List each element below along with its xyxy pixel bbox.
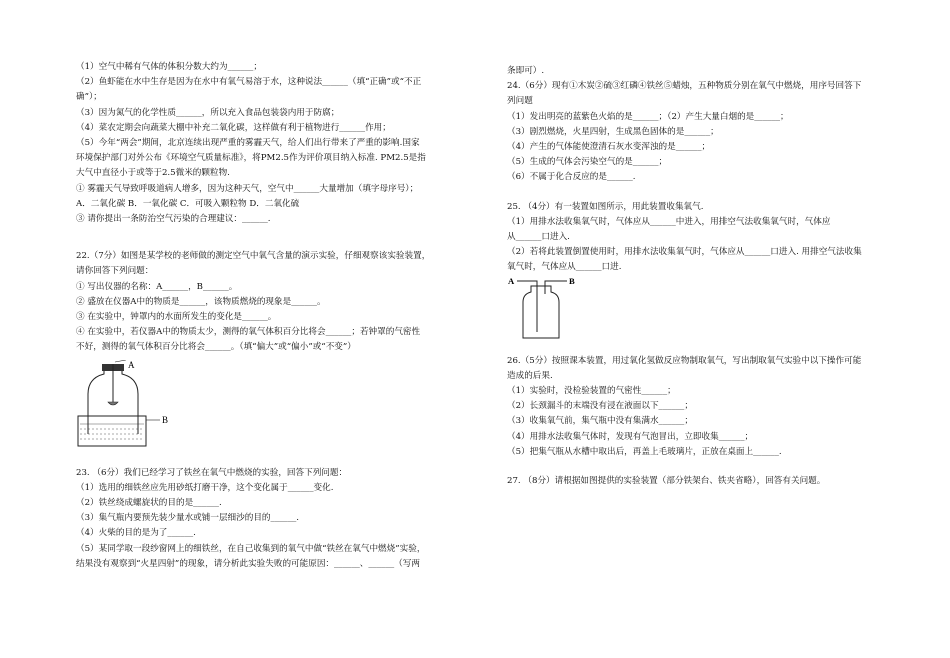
text-line: （1）用排水法收集氧气时，气体应从______中进入，用排空气法收集氧气时，气体应 [507, 216, 831, 227]
text-line: ① 写出仪器的名称：A______，B______。 [76, 281, 238, 292]
text-line: （3）集气瓶内要预先装少量水或铺一层细沙的目的______. [76, 513, 300, 524]
text-line: ③ 在实验中，钟罩内的水面所发生的变化是______。 [76, 312, 277, 323]
text-line: 23. （6分）我们已经学习了铁丝在氧气中燃烧的实验，回答下列问题： [76, 467, 348, 478]
text-line: （2）长颈漏斗的末端没有浸在液面以下______； [507, 401, 693, 412]
question-25-block [507, 200, 879, 276]
text-line: 列问题 [507, 96, 533, 107]
text-line: （2）铁丝绕成螺旋状的目的是______. [76, 498, 222, 509]
text-line: （3）剧烈燃烧，火星四射，生成黑色固体的是______； [507, 126, 719, 137]
text-line: （4）用排水法收集气体时，发现有气泡冒出，立即收集______； [507, 431, 754, 442]
bell-jar-apparatus-figure [76, 360, 464, 452]
text-line: （3）因为氮气的化学性质______，所以充入食品包装袋内用于防腐； [76, 107, 340, 118]
label-a: A [128, 359, 135, 370]
text-line: （5）把集气瓶从水槽中取出后，再盖上毛玻璃片，正放在桌面上______. [507, 446, 782, 457]
right-column [507, 64, 879, 489]
question-22-block [76, 249, 464, 355]
text-line: 造成的后果. [507, 370, 553, 381]
text-line: （4）产生的气体能使澄清石灰水变浑浊的是______； [507, 142, 711, 153]
text-line: ① 雾霾天气导致呼吸道病人增多，因为这种天气，空气中______大量增加（填字母序号）； [76, 183, 419, 194]
text-line: （4）火柴的目的是为了______. [76, 528, 196, 539]
text-line: （6）不属于化合反应的是______. [507, 172, 636, 183]
text-line: 结果没有观察到“火星四射”的现象，请分析此实验失败的可能原因：______、______（写两 [76, 558, 420, 569]
text-line: 24.（6分）现有①木炭②硫③红磷④铁丝⑤蜡烛，五种物质分别在氧气中燃烧，用序号回答下 [507, 81, 862, 92]
text-line: ④ 在实验中，若仪器A中的物质太少，测得的氧气体积百分比将会______；若钟罩的气密性 [76, 327, 421, 338]
text-line: （1）发出明亮的蓝紫色火焰的是______；（2）产生大量白烟的是______； [507, 111, 789, 122]
text-line: 大气中直径小于或等于2.5微米的颗粒物. [76, 168, 230, 179]
text-line: （2）若将此装置倒置使用时，用排水法收集氧气时，气体应从______口进入. 用排空气法收集 [507, 247, 862, 258]
text-line: 25. （4分）有一装置如图所示，用此装置收集氧气. [507, 201, 704, 212]
text-line: A．二氧化碳 B．一氧化碳 C．可吸入颗粒物 D．二氧化硫 [76, 198, 300, 209]
text-line: ③ 请你提出一条防治空气污染的合理建议：______. [76, 214, 271, 225]
text-line: 26.（5分）按照课本装置，用过氧化氢做反应物制取氧气，写出制取氧气实验中以下操作可能 [507, 355, 862, 366]
text-line: 环境保护部门对外公布《环境空气质量标准》，将PM2.5作为评价项目纳入标准. PM2.5是指 [76, 153, 426, 164]
question-24-block [507, 79, 879, 185]
gas-bottle-figure [507, 276, 879, 340]
question-26-block [507, 354, 879, 460]
text-line: （5）生成的气体会污染空气的是______； [507, 157, 668, 168]
text-line: 从______口进入. [507, 232, 570, 243]
text-line: 22.（7分）如图是某学校的老师做的测定空气中氧气含量的演示实验，仔细观察该实验装置， [76, 251, 431, 262]
text-line: 氧气时，气体应从______口进. [507, 262, 622, 273]
text-line: （2）鱼虾能在水中生存是因为在水中有氧气易溶于水，这种说法______（填“正确”或“不正 [76, 77, 422, 88]
text-line: （5）某同学取一段纱窗网上的细铁丝，在自己收集到的氧气中做“铁丝在氧气中燃烧”实验， [76, 543, 426, 554]
text-line: （1）空气中稀有气体的体积分数大约为______； [76, 62, 262, 72]
text-line: （5）今年“两会”期间，北京连续出现严重的雾霾天气，给人们出行带来了严重的影响.国家 [76, 138, 420, 149]
text-line: ② 盛放在仪器A中的物质是______，该物质燃烧的现象是______。 [76, 296, 326, 307]
text-line: 条即可）. [507, 66, 545, 76]
text-line: 请你回答下列问题： [76, 266, 154, 277]
text-line: （1）选用的细铁丝应先用砂纸打磨干净，这个变化属于______变化. [76, 482, 334, 493]
text-line: 不好，测得的氧气体积百分比将会______。（填“偏大”或“偏小”或“不变”） [76, 342, 356, 353]
intro-question-block [76, 60, 464, 227]
label-b: B [162, 414, 169, 425]
label-b: B [569, 275, 575, 286]
text-line: （1）实验时，没检验装置的气密性______； [507, 386, 676, 397]
label-a: A [508, 275, 515, 286]
text-line: （3）收集氧气前，集气瓶中没有集满水______； [507, 416, 693, 427]
left-column [76, 60, 464, 572]
text-line: 确”）； [76, 92, 102, 103]
question-23-block [76, 466, 464, 572]
question-27-line: 27. （8分）请根据如图提供的实验装置（部分铁架台、铁夹省略），回答有关问题。 [507, 476, 826, 487]
text-line: （4）菜农定期会向蔬菜大棚中补充二氧化碳，这样做有利于植物进行______作用； [76, 122, 391, 133]
